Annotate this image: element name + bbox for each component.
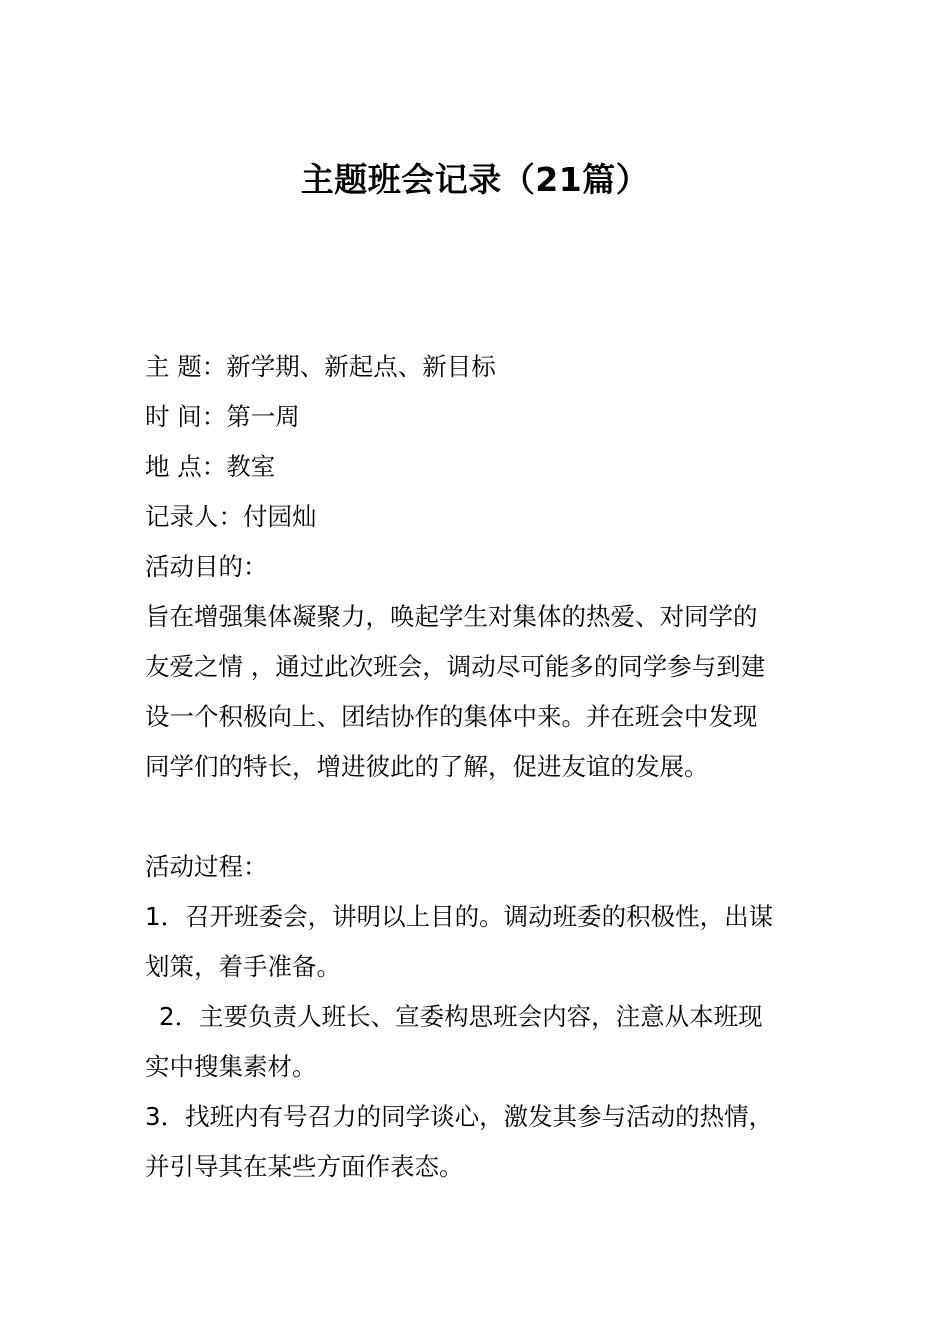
process-step-3-line: 并引导其在某些方面作表态。 [145,1152,464,1181]
paragraph-spacer [145,792,815,842]
meta-topic: 主 题：新学期、新起点、新目标 [145,352,496,381]
process-step-2-line: 实中搜集素材。 [145,1052,317,1081]
process-step-1-line: 划策，着手准备。 [145,952,341,981]
purpose-line: 同学们的特长，增进彼此的了解，促进友谊的发展。 [145,752,709,781]
meta-place: 地 点：教室 [145,452,276,481]
document-title: 主题班会记录（21篇） [300,160,650,199]
document-body [145,342,815,1192]
process-step-1-line: 1．召开班委会，讲明以上目的。调动班委的积极性，出谋 [145,902,774,931]
purpose-heading: 活动目的： [145,552,268,581]
purpose-line: 旨在增强集体凝聚力，唤起学生对集体的热爱、对同学的 [145,602,758,631]
meta-recorder: 记录人：付园灿 [145,502,317,531]
purpose-line: 友爱之情 ，通过此次班会，调动尽可能多的同学参与到建 [145,652,766,681]
process-heading: 活动过程： [145,852,268,881]
purpose-line: 设一个积极向上、团结协作的集体中来。并在班会中发现 [145,702,758,731]
process-step-2-line: 2．主要负责人班长、宣委构思班会内容，注意从本班现 [159,1002,763,1031]
meta-time: 时 间：第一周 [145,402,300,431]
process-step-3-line: 3．找班内有号召力的同学谈心，激发其参与活动的热情， [145,1102,774,1131]
